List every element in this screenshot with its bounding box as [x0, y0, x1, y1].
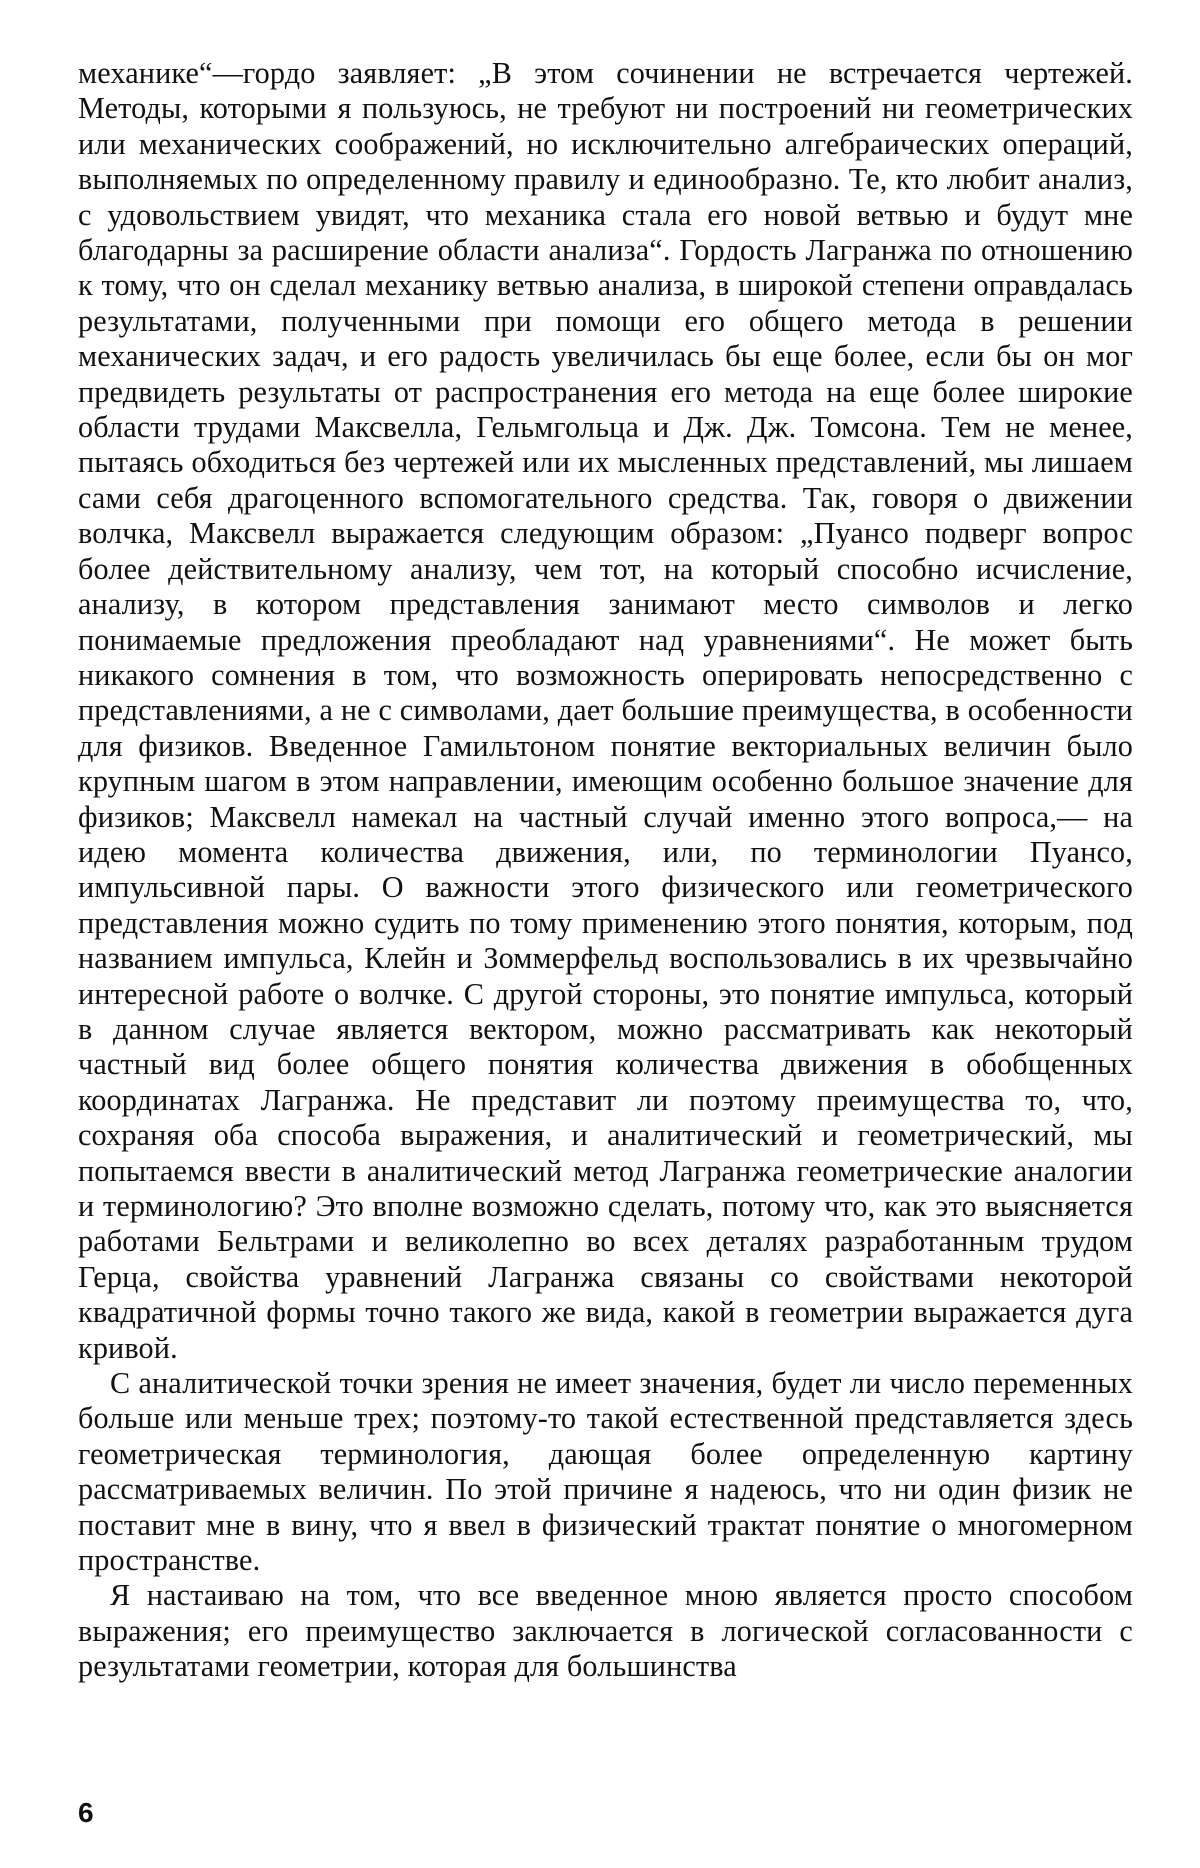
paragraph-2: С аналитической точки зрения не имеет значения, будет ли число переменных больше или меньше трех; поэтому-то такой естественной представляется здесь геометрическая терминология, дающая более определенную картину рассматриваемых величин. По этой причине я надеюсь, что ни один физик не поставит мне в вину, что я ввел в физический трактат понятие о многомерном пространстве.	[78, 1366, 1133, 1578]
book-page	[78, 56, 1133, 1828]
paragraph-1: механике“—гордо заявляет: „В этом сочинении не встречается чертежей. Методы, которыми я пользуюсь, не требуют ни построений ни геометрических или механических соображений, но исключительно алгебраических операций, выполняемых по определенному правилу и единообразно. Те, кто любит анализ, с удовольствием увидят, что механика стала его новой ветвью и будут мне благодарны за расширение области анализа“. Гордость Лагранжа по отношению к тому, что он сделал механику ветвью анализа, в широкой степени оправдалась результатами, полученными при помощи его общего метода в решении механических задач, и его радость увеличилась бы еще более, если бы он мог предвидеть результаты от распространения его метода на еще более широкие области трудами Максвелла, Гельмгольца и Дж. Дж. Томсона. Тем не менее, пытаясь обходиться без чертежей или их мысленных представлений, мы лишаем сами себя драгоценного вспомогательного средства. Так, говоря о движении волчка, Максвелл выражается следующим образом: „Пуансо подверг вопрос более действительному анализу, чем тот, на который способно исчисление, анализу, в котором представления занимают место символов и легко понимаемые предложения преобладают над уравнениями“. Не может быть никакого сомнения в том, что возможность оперировать непосредственно с представлениями, а не с символами, дает большие преимущества, в особенности для физиков. Введенное Гамильтоном понятие векториальных величин было крупным шагом в этом направлении, имеющим особенно большое значение для физиков; Максвелл намекал на частный случай именно этого вопроса,— на идею момента количества движения, или, по терминологии Пуансо, импульсивной пары. О важности этого физического или геометрического представления можно судить по тому применению этого понятия, которым, под названием импульса, Клейн и Зоммерфельд воспользовались в их чрезвычайно интересной работе о волчке. С другой стороны, это понятие импульса, который в данном случае является вектором, можно рассматривать как некоторый частный вид более общего понятия количества движения в обобщенных координатах Лагранжа. Не представит ли поэтому преимущества то, что, сохраняя оба способа выражения, и аналитический и геометрический, мы попытаемся ввести в аналитический метод Лагранжа геометрические аналогии и терминологию? Это вполне возможно сделать, потому что, как это выясняется работами Бельтрами и великолепно во всех деталях разработанным трудом Герца, свойства уравнений Лагранжа связаны со свойствами некоторой квадратичной формы точно такого же вида, какой в геометрии выражается дуга кривой.	[78, 56, 1133, 1365]
page-number: 6	[78, 1797, 94, 1828]
paragraph-3: Я настаиваю на том, что все введенное мною является просто способом выражения; его преимущество заключается в логической согласованности с результатами геометрии, которая для большинства	[78, 1578, 1133, 1684]
body-text	[78, 56, 1133, 1685]
